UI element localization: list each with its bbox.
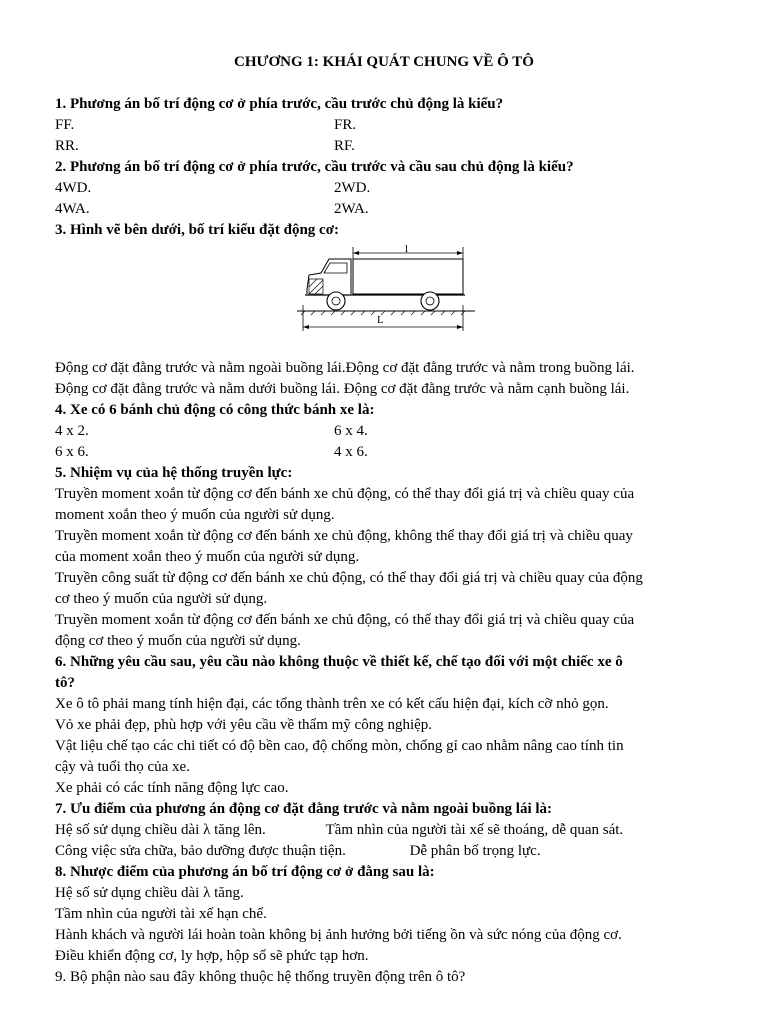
truck-diagram — [55, 241, 713, 358]
q8-line: Điều khiển động cơ, ly hợp, hộp số sẽ phức tạp hơn. — [55, 948, 369, 964]
q8-line: Hệ số sử dụng chiều dài λ tăng. — [55, 885, 244, 901]
question-2: 2. Phương án bố trí động cơ ở phía trước, cầu trước và cầu sau chủ động là kiểu? — [55, 159, 574, 175]
q6-line: cậy và tuổi thọ của xe. — [55, 759, 190, 775]
q2-options-row-2 — [55, 199, 713, 220]
q7-options-line-2: Công việc sửa chữa, bảo dưỡng được thuận tiện. Dễ phân bố trọng lực. — [55, 843, 541, 859]
q5-line: động cơ theo ý muốn của người sử dụng. — [55, 633, 301, 649]
q5-line: moment xoắn theo ý muốn của người sử dụng. — [55, 507, 335, 523]
q2-option-a: 4WD. — [55, 180, 92, 196]
q4-option-c: 6 x 6. — [55, 444, 89, 460]
question-5: 5. Nhiệm vụ của hệ thống truyền lực: — [55, 465, 293, 481]
q8-line: Tầm nhìn của người tài xế hạn chế. — [55, 906, 267, 922]
q4-options-row-1 — [55, 421, 713, 442]
q5-line: Truyền moment xoắn từ động cơ đến bánh xe chủ động, không thể thay đổi giá trị và chiều quay — [55, 528, 633, 544]
q4-option-a: 4 x 2. — [55, 423, 89, 439]
q7-options-line-1: Hệ số sử dụng chiều dài λ tăng lên. Tầm nhìn của người tài xế sẽ thoáng, dễ quan sát. — [55, 822, 624, 838]
chapter-title: CHƯƠNG 1: KHÁI QUÁT CHUNG VỀ Ô TÔ — [234, 54, 534, 70]
q1-option-a: FF. — [55, 117, 75, 133]
q2-option-b: 2WD. — [334, 180, 371, 196]
q6-line: Vỏ xe phải đẹp, phù hợp với yêu cầu về thẩm mỹ công nghiệp. — [55, 717, 433, 733]
question-1: 1. Phương án bố trí động cơ ở phía trước, cầu trước chủ động là kiểu? — [55, 96, 504, 112]
q2-option-c: 4WA. — [55, 201, 90, 217]
q1-options-row-1 — [55, 115, 713, 136]
q3-options-line-2: Động cơ đặt đằng trước và nằm dưới buồng lái. Động cơ đặt đằng trước và nằm cạnh buồng lái. — [55, 381, 630, 397]
question-4: 4. Xe có 6 bánh chủ động có công thức bánh xe là: — [55, 402, 375, 418]
question-3: 3. Hình vẽ bên dưới, bố trí kiểu đặt động cơ: — [55, 222, 339, 238]
q5-line: của moment xoắn theo ý muốn của người sử dụng. — [55, 549, 360, 565]
q1-option-d: RF. — [334, 138, 355, 154]
q5-line: Truyền công suất từ động cơ đến bánh xe chủ động, có thể thay đổi giá trị và chiều quay của động — [55, 570, 643, 586]
truck-figure — [297, 245, 477, 350]
q1-option-c: RR. — [55, 138, 79, 154]
q2-options-row-1 — [55, 178, 713, 199]
question-9: 9. Bộ phận nào sau đây không thuộc hệ thống truyền động trên ô tô? — [55, 969, 466, 985]
q6-line: Xe ô tô phải mang tính hiện đại, các tổng thành trên xe có kết cấu hiện đại, kích cỡ nhỏ gọn. — [55, 696, 609, 712]
q4-option-d: 4 x 6. — [334, 444, 368, 460]
q4-options-row-2 — [55, 442, 713, 463]
dimension-L-label: L — [377, 314, 384, 326]
q1-option-b: FR. — [334, 117, 357, 133]
question-6: 6. Những yêu cầu sau, yêu cầu nào không thuộc về thiết kế, chế tạo đối với một chiếc xe ô — [55, 654, 623, 670]
q4-option-b: 6 x 4. — [334, 423, 368, 439]
q3-options-line-1: Động cơ đặt đằng trước và nằm ngoài buồng lái.Động cơ đặt đằng trước và nằm trong buồng lái. — [55, 360, 635, 376]
q8-line: Hành khách và người lái hoàn toàn không bị ảnh hưởng bởi tiếng ồn và sức nóng của động cơ. — [55, 927, 622, 943]
q1-options-row-2 — [55, 136, 713, 157]
q5-line: cơ theo ý muốn của người sử dụng. — [55, 591, 268, 607]
q2-option-d: 2WA. — [334, 201, 369, 217]
q5-line: Truyền moment xoắn từ động cơ đến bánh xe chủ động, có thể thay đổi giá trị và chiều quay của — [55, 612, 635, 628]
question-6-cont: tô? — [55, 675, 75, 691]
document-page — [55, 52, 713, 988]
dimension-l-label: l — [405, 245, 409, 255]
question-8: 8. Nhược điểm của phương án bố trí động cơ ở đằng sau là: — [55, 864, 435, 880]
q6-line: Xe phải có các tính năng động lực cao. — [55, 780, 289, 796]
question-7: 7. Ưu điểm của phương án động cơ đặt đằng trước và nằm ngoài buồng lái là: — [55, 801, 553, 817]
q6-line: Vật liệu chế tạo các chi tiết có độ bền cao, độ chống mòn, chống gỉ cao nhằm nâng cao tính tin — [55, 738, 624, 754]
q5-line: Truyền moment xoắn từ động cơ đến bánh xe chủ động, có thể thay đổi giá trị và chiều quay của — [55, 486, 635, 502]
